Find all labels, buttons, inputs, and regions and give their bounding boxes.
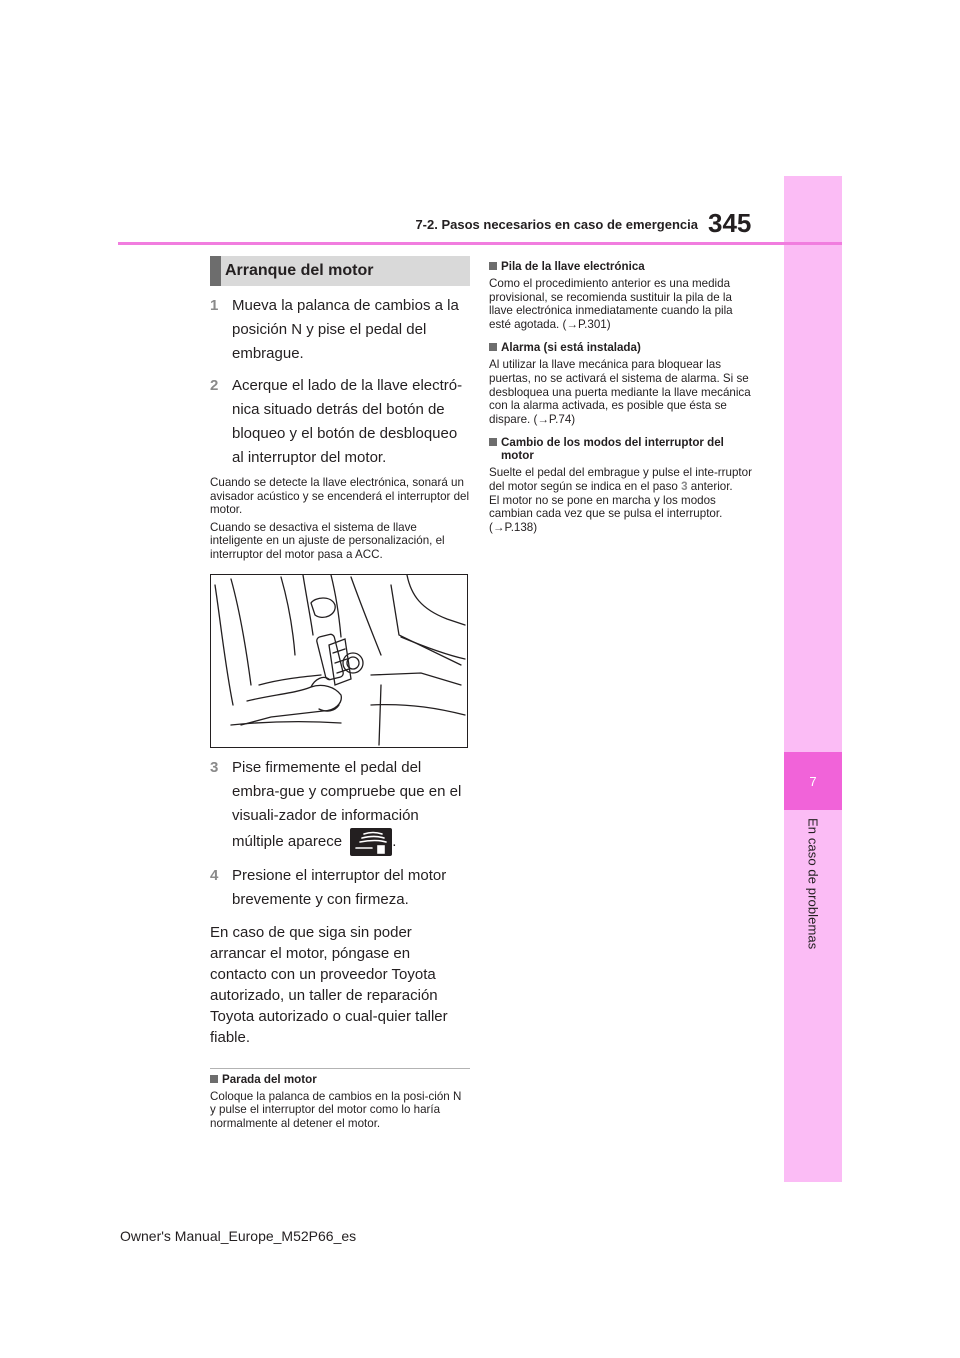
section-title-text: Arranque del motor <box>225 262 374 279</box>
page-number: 345 <box>708 208 752 238</box>
square-bullet-icon <box>489 343 497 351</box>
note-body <box>489 466 754 534</box>
square-bullet-icon <box>489 262 497 270</box>
step-number: 3 <box>210 758 219 776</box>
note-title: Parada del motor <box>222 1072 317 1086</box>
left-column <box>210 256 470 1130</box>
note-title: Pila de la llave electrónica <box>501 260 645 273</box>
step-3 <box>210 756 470 856</box>
note-title: Cambio de los modos del interruptor del motor <box>501 436 724 463</box>
clutch-pedal-icon <box>350 828 392 856</box>
note-body: Coloque la palanca de cambios en la posi-ción N y pulse el interruptor del motor como lo haría normalmente al detener el motor. <box>210 1089 462 1130</box>
square-bullet-icon <box>210 1075 218 1083</box>
section-header: 7-2. Pasos necesarios en caso de emergencia <box>415 217 698 232</box>
divider <box>210 1068 470 1069</box>
chapter-title: En caso de problemas <box>805 818 821 950</box>
note-body: Como el procedimiento anterior es una medida provisional, se recomienda sustituir la pila de la llave electrónica inmediatamente cuando la pila esté agotada. (→P.301) <box>489 277 733 331</box>
footer: Owner's Manual_Europe_M52P66_es <box>120 1228 357 1244</box>
step-number: 2 <box>210 377 219 394</box>
square-bullet-icon <box>489 438 497 446</box>
step-2 <box>210 374 470 470</box>
step-number: 4 <box>210 866 219 884</box>
chapter-side-tab <box>784 176 842 1182</box>
paragraph: En caso de que siga sin poder arrancar el motor, póngase en contacto con un proveedor Toyota autorizado, un taller de reparación Toyota autorizado o cual-quier taller fiable. <box>210 923 448 1046</box>
key-illustration <box>210 574 468 748</box>
step-number: 1 <box>210 297 219 314</box>
step-text: Presione el interruptor del motor brevemente y con firmeza. <box>232 866 447 908</box>
step-text: Pise firmemente el pedal del embra-gue y compruebe que en el visuali-zador de información múltiple aparece <box>232 758 462 850</box>
note-alarm <box>489 341 754 426</box>
note-body-text: El motor no se pone en marcha y los modos cambian cada vez que se pulsa el interruptor. (→P.138) <box>489 493 723 534</box>
note-title: Alarma (si está instalada) <box>501 341 641 355</box>
note-heading <box>210 1073 470 1086</box>
header-rule <box>118 242 842 245</box>
note-body: Al utilizar la llave mecánica para bloquear las puertas, no se activará el sistema de alarma. Si se desbloquea una puerta mediante la llave mecánica con la alarma activada, es posible que ésta se dispare. (→P.74) <box>489 358 751 426</box>
step-4 <box>210 864 470 912</box>
chapter-number: 7 <box>784 752 842 810</box>
note-body-text: anterior. <box>690 479 733 493</box>
step-text: Mueva la palanca de cambios a la posición N y pise el pedal del embrague. <box>232 297 459 362</box>
right-column <box>489 256 754 544</box>
step-text: Acerque el lado de la llave electró-nica situado detrás del botón de bloqueo y el botón de desbloqueo al interruptor del motor. <box>232 377 463 466</box>
step-text-end: . <box>392 832 397 850</box>
note-battery <box>489 260 754 331</box>
section-title <box>210 256 470 286</box>
note-body-text: Suelte el pedal del embrague y pulse el inte-rruptor del motor según se indica en el paso <box>489 466 752 493</box>
note-text: Cuando se detecte la llave electrónica, sonará un avisador acústico y se encenderá el interruptor del motor. <box>210 476 470 517</box>
step-reference: 3 <box>681 479 688 493</box>
step-1 <box>210 294 470 366</box>
note-text: Cuando se desactiva el sistema de llave inteligente en un ajuste de personalización, el interruptor del motor pasa a ACC. <box>210 520 445 561</box>
note-engine-switch-modes <box>489 436 754 534</box>
